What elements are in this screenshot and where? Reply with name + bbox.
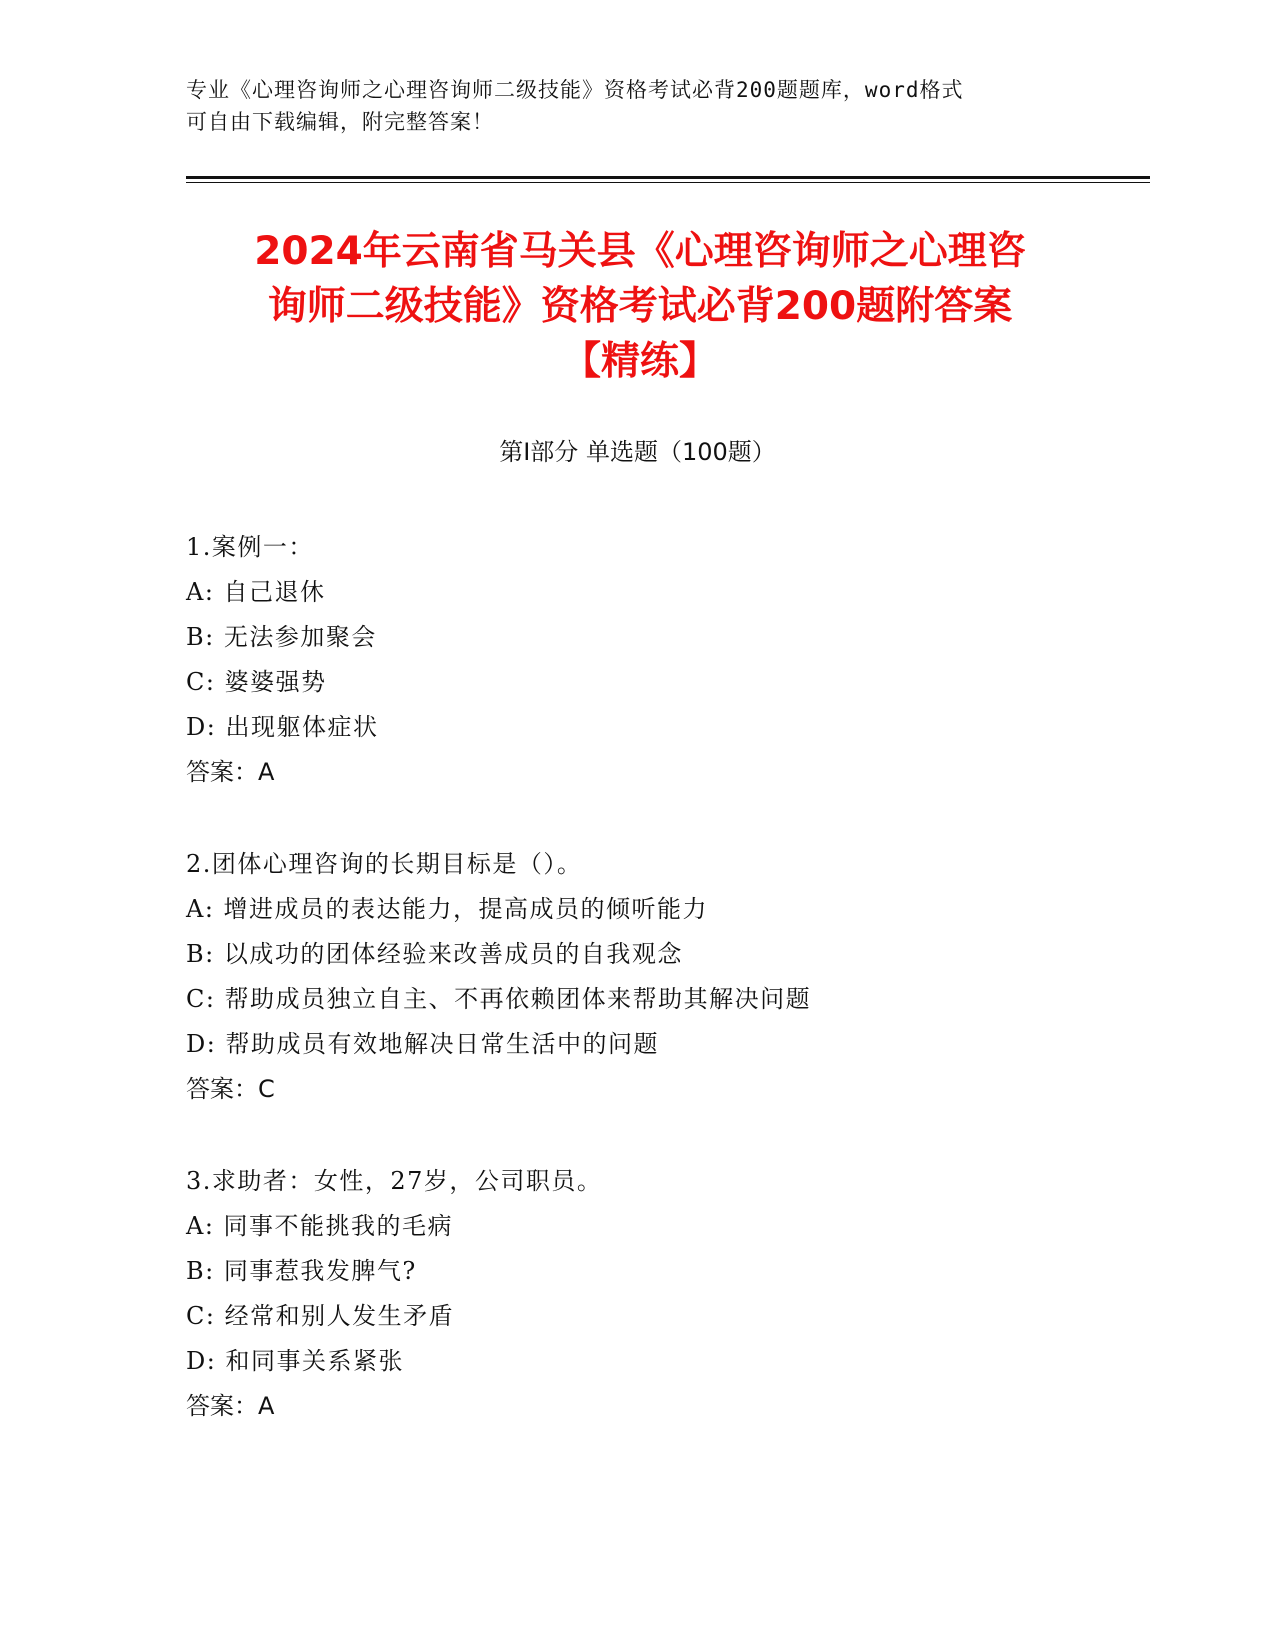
option-a: A: 自己退休 bbox=[186, 578, 326, 606]
header-note-line-2: 可自由下载编辑，附完整答案！ bbox=[186, 110, 494, 134]
question-stem: 3.求助者：女性，27岁，公司职员。 bbox=[186, 1167, 603, 1195]
header-divider-thin bbox=[186, 182, 1150, 183]
option-c: C: 婆婆强势 bbox=[186, 668, 327, 696]
option-b: B: 无法参加聚会 bbox=[186, 623, 377, 651]
question-3 bbox=[186, 1159, 1086, 1429]
option-c: C: 帮助成员独立自主、不再依赖团体来帮助其解决问题 bbox=[186, 985, 812, 1013]
question-1 bbox=[186, 525, 1086, 795]
document-title bbox=[160, 224, 1120, 389]
question-2 bbox=[186, 842, 1086, 1112]
option-b: B: 以成功的团体经验来改善成员的自我观念 bbox=[186, 940, 683, 968]
header-note bbox=[186, 74, 1066, 138]
header-note-line-1: 专业《心理咨询师之心理咨询师二级技能》资格考试必背200题题库，word格式 bbox=[186, 78, 964, 102]
document-title-line-1: 2024年云南省马关县《心理咨询师之心理咨 bbox=[254, 229, 1026, 274]
section-heading: 第Ⅰ部分 单选题（100题） bbox=[499, 438, 776, 466]
option-b: B: 同事惹我发脾气? bbox=[186, 1257, 417, 1285]
option-d: D: 和同事关系紧张 bbox=[186, 1347, 404, 1375]
answer: 答案：A bbox=[186, 1392, 275, 1420]
question-stem: 1.案例一： bbox=[186, 533, 314, 561]
option-c: C: 经常和别人发生矛盾 bbox=[186, 1302, 455, 1330]
option-a: A: 增进成员的表达能力，提高成员的倾听能力 bbox=[186, 895, 709, 923]
answer: 答案：A bbox=[186, 758, 275, 786]
document-title-line-2: 询师二级技能》资格考试必背200题附答案 bbox=[267, 284, 1013, 329]
answer: 答案：C bbox=[186, 1075, 275, 1103]
header-divider-thick bbox=[186, 176, 1150, 179]
option-a: A: 同事不能挑我的毛病 bbox=[186, 1212, 454, 1240]
question-stem: 2.团体心理咨询的长期目标是（）。 bbox=[186, 850, 583, 878]
document-title-line-3: 【精练】 bbox=[561, 339, 718, 384]
option-d: D: 出现躯体症状 bbox=[186, 713, 379, 741]
question-list bbox=[186, 525, 1086, 1476]
option-d: D: 帮助成员有效地解决日常生活中的问题 bbox=[186, 1030, 659, 1058]
